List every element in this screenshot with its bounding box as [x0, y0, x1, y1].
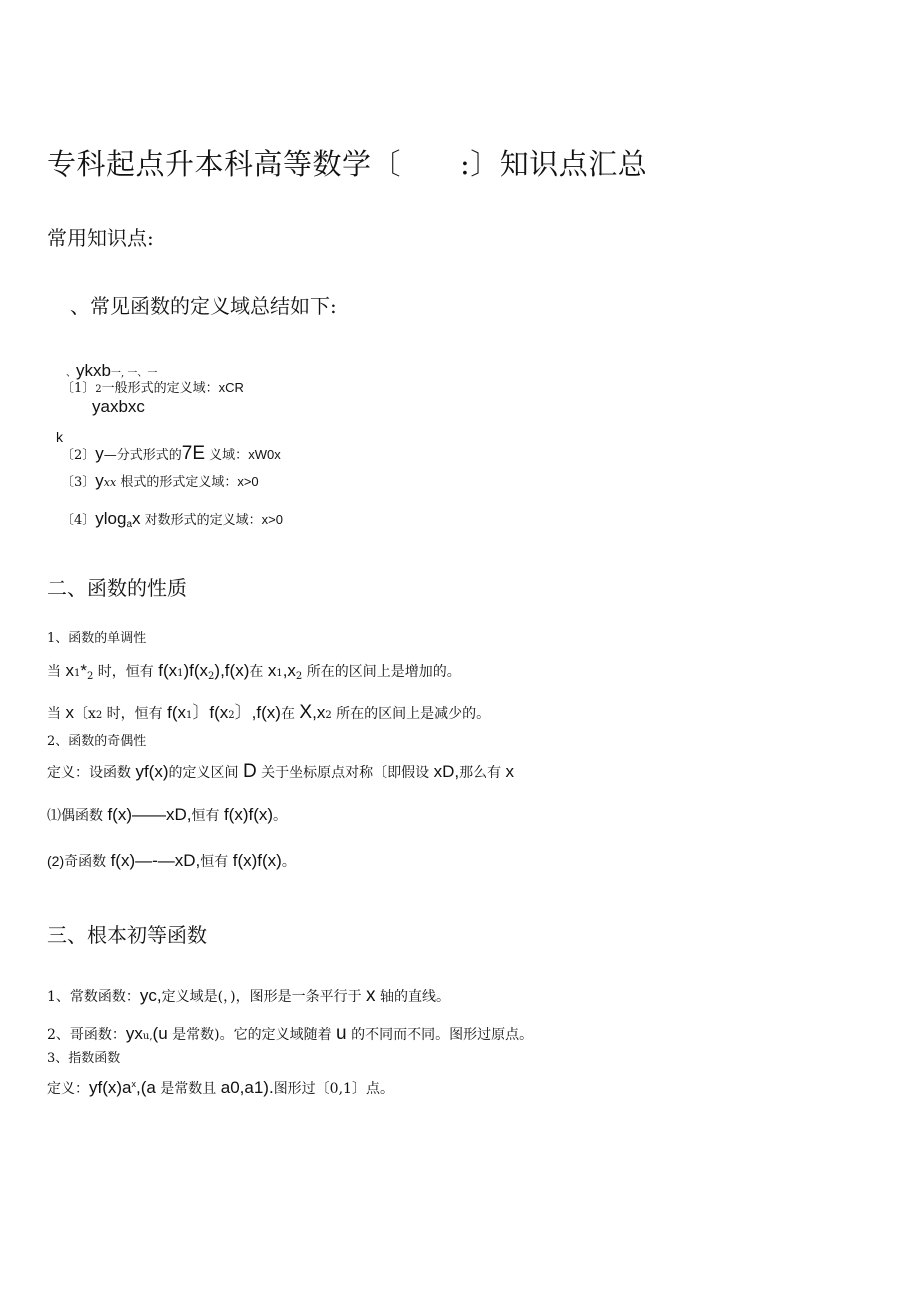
even-function: ⑴偶函数 f(x)——xD,恒有 f(x)f(x)。	[47, 805, 288, 824]
monotonicity-decreasing: 当 x〔x2 时，恒有 f(x1〕f(x2〕,f(x)在 X,x2 所在的区间上是减少的。	[47, 702, 491, 723]
section1-preline: 、ykxb一, 一、一	[66, 361, 158, 380]
domain-item-4: 〔4〕ylog$_a$x 对数形式的定义域：x>0	[61, 509, 283, 530]
odd-function: (2)奇函数 f(x)—-—xD,恒有 f(x)f(x)。	[47, 851, 296, 870]
page-title: 专科起点升本科高等数学〔 :〕知识点汇总	[47, 147, 648, 181]
exponential-definition: 定义：$yf(x)a^x,(a$ 是常数且 a0,a1).图形过〔0,1〕点。	[47, 1078, 394, 1097]
parity-definition: 定义：设函数 yf(x)的定义区间 D 关于坐标原点对称〔即假设 xD,那么有 x	[47, 761, 515, 782]
intro-heading: 常用知识点:	[47, 226, 154, 250]
domain-item-3: 〔3〕yxx 根式的形式定义域：x>0	[61, 471, 259, 490]
exponential-title: 3、指数函数	[47, 1051, 121, 1066]
monotonicity-increasing: 当 $x1*_2$ 时，恒有 $f(x1)f(x_2),f(x)$在 $x1,x_2$ 所在的区间上是增加的。	[47, 661, 461, 682]
monotonicity-title: 1、函数的单调性	[47, 631, 147, 646]
parity-title: 2、函数的奇偶性	[47, 734, 147, 749]
section3-heading: 三、根本初等函数	[47, 923, 207, 947]
domain-item-2: 〔2〕y—分式形式的7E 义域：xW0x	[61, 443, 281, 464]
power-function: 2、哥函数：yxu,(u 是常数)。它的定义域随着 u 的不同而不同。图形过原点。	[47, 1023, 534, 1044]
domain-k-label: k	[56, 429, 63, 445]
section1-heading: 、常见函数的定义域总结如下:	[70, 294, 337, 318]
constant-function: 1、常数函数：yc,定义域是(，)，图形是一条平行于 x 轴的直线。	[47, 985, 450, 1006]
domain-item-1: 〔1〕2一般形式的定义域：xCR	[61, 380, 244, 396]
section2-heading: 二、函数的性质	[47, 576, 187, 600]
domain-item-1-formula: yaxbxc	[92, 397, 145, 416]
